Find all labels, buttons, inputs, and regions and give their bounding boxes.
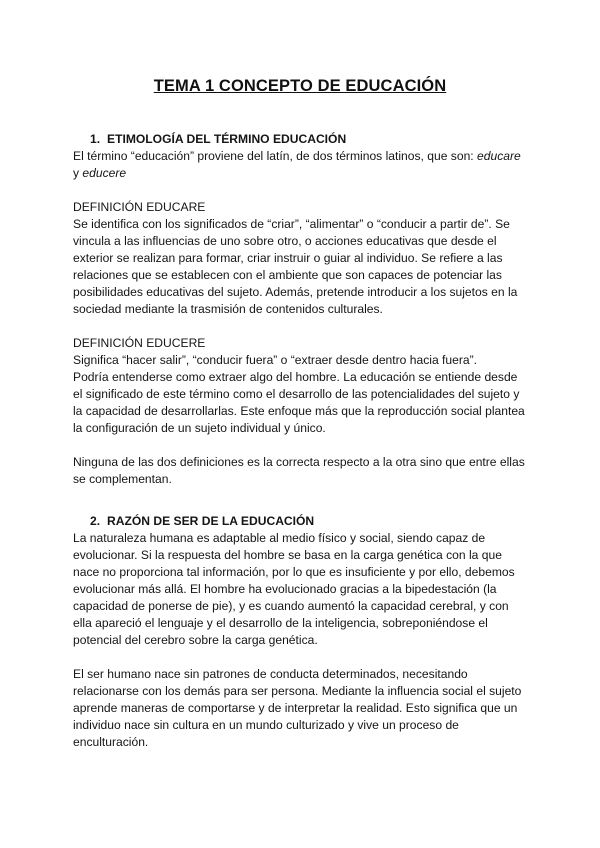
text-line: la capacidad de desarrollarlas. Este enfoque más que la reproducción social plantea xyxy=(73,404,525,418)
term-educare: educare xyxy=(477,149,521,163)
intro-and: y xyxy=(73,166,83,180)
text-line: posibilidades educativas del sujeto. Además, pretende introducir a los sujetos en la xyxy=(73,285,518,299)
text-line: ella apareció el lenguaje y el desarrollo de la inteligencia, sobreponiéndose el xyxy=(73,616,488,630)
section-heading-text: RAZÓN DE SER DE LA EDUCACIÓN xyxy=(107,514,315,528)
text-line: potencial del cerebro sobre la carga genética. xyxy=(73,633,318,647)
text-line: evolucionar. Si la respuesta del hombre se basa en la carga genética con la que xyxy=(73,548,502,562)
conclusion-paragraph xyxy=(73,454,533,488)
text-line: nace no proporciona tal información, por lo que es insuficiente y por ello, debemos xyxy=(73,565,515,579)
text-line: aprende maneras de comportarse y de interpretar la realidad. Esto significa que un xyxy=(73,701,518,715)
text-line: Ninguna de las dos definiciones es la correcta respecto a la otra sino que entre ellas xyxy=(73,455,525,469)
section-number: 1. xyxy=(90,132,101,146)
educere-paragraph xyxy=(73,352,533,437)
text-line: individuo nace sin cultura en un mundo culturizado y vive un proceso de xyxy=(73,718,459,732)
text-line: exterior se realizan para formar, criar instruir o guiar al individuo. Se refiere a las xyxy=(73,251,503,265)
section-etimologia xyxy=(73,131,533,488)
text-line: La naturaleza humana es adaptable al medio físico y social, siendo capaz de xyxy=(73,531,486,545)
text-line: se complementan. xyxy=(73,472,172,486)
intro-paragraph-cont xyxy=(73,165,533,182)
text-line: capacidad de ponerse de pie), y es cuando aumentó la capacidad cerebral, y con xyxy=(73,599,509,613)
intro-text: El término “educación” proviene del latín, de dos términos latinos, que son: xyxy=(73,149,478,163)
text-line: relacionarse con los demás para ser persona. Mediante la influencia social el sujeto xyxy=(73,684,522,698)
text-line: relaciones que se establecen con el ambiente que son capaces de potenciar las xyxy=(73,268,502,282)
text-line: la configuración de un sujeto individual y único. xyxy=(73,421,326,435)
razon-paragraph-1 xyxy=(73,530,533,649)
document-title: TEMA 1 CONCEPTO DE EDUCACIÓN xyxy=(153,77,447,95)
text-line: el significado de este término como el desarrollo de las potencialidades del sujeto y xyxy=(73,387,520,401)
text-line: El ser humano nace sin patrones de conducta determinados, necesitando xyxy=(73,667,468,681)
text-line: Significa “hacer salir”, “conducir fuera” o “extraer desde dentro hacia fuera”. xyxy=(73,353,477,367)
razon-paragraph-2 xyxy=(73,666,533,751)
text-line: Podría entenderse como extraer algo del hombre. La educación se entiende desde xyxy=(73,370,518,384)
subheading-educere: DEFINICIÓN EDUCERE xyxy=(73,336,206,350)
text-line: vincula a las influencias de uno sobre otro, o acciones educativas que desde el xyxy=(73,234,497,248)
text-line: enculturación. xyxy=(73,735,149,749)
section-heading xyxy=(73,131,533,148)
section-number: 2. xyxy=(90,514,101,528)
text-line: sociedad mediante la trasmisión de contenidos culturales. xyxy=(73,302,383,316)
section-razon-de-ser xyxy=(73,513,533,751)
educare-paragraph xyxy=(73,216,533,318)
text-line: evolucionar más allá. El hombre ha evolucionado gracias a la bipedestación (la xyxy=(73,582,497,596)
text-line: Se identifica con los significados de “criar”, “alimentar” o “conducir a partir de”. Se xyxy=(73,217,510,231)
term-educere: educere xyxy=(82,166,127,180)
section-heading xyxy=(73,513,533,530)
intro-paragraph xyxy=(73,148,533,165)
subheading-educare: DEFINICIÓN EDUCARE xyxy=(73,200,206,214)
section-heading-text: ETIMOLOGÍA DEL TÉRMINO EDUCACIÓN xyxy=(107,132,347,146)
